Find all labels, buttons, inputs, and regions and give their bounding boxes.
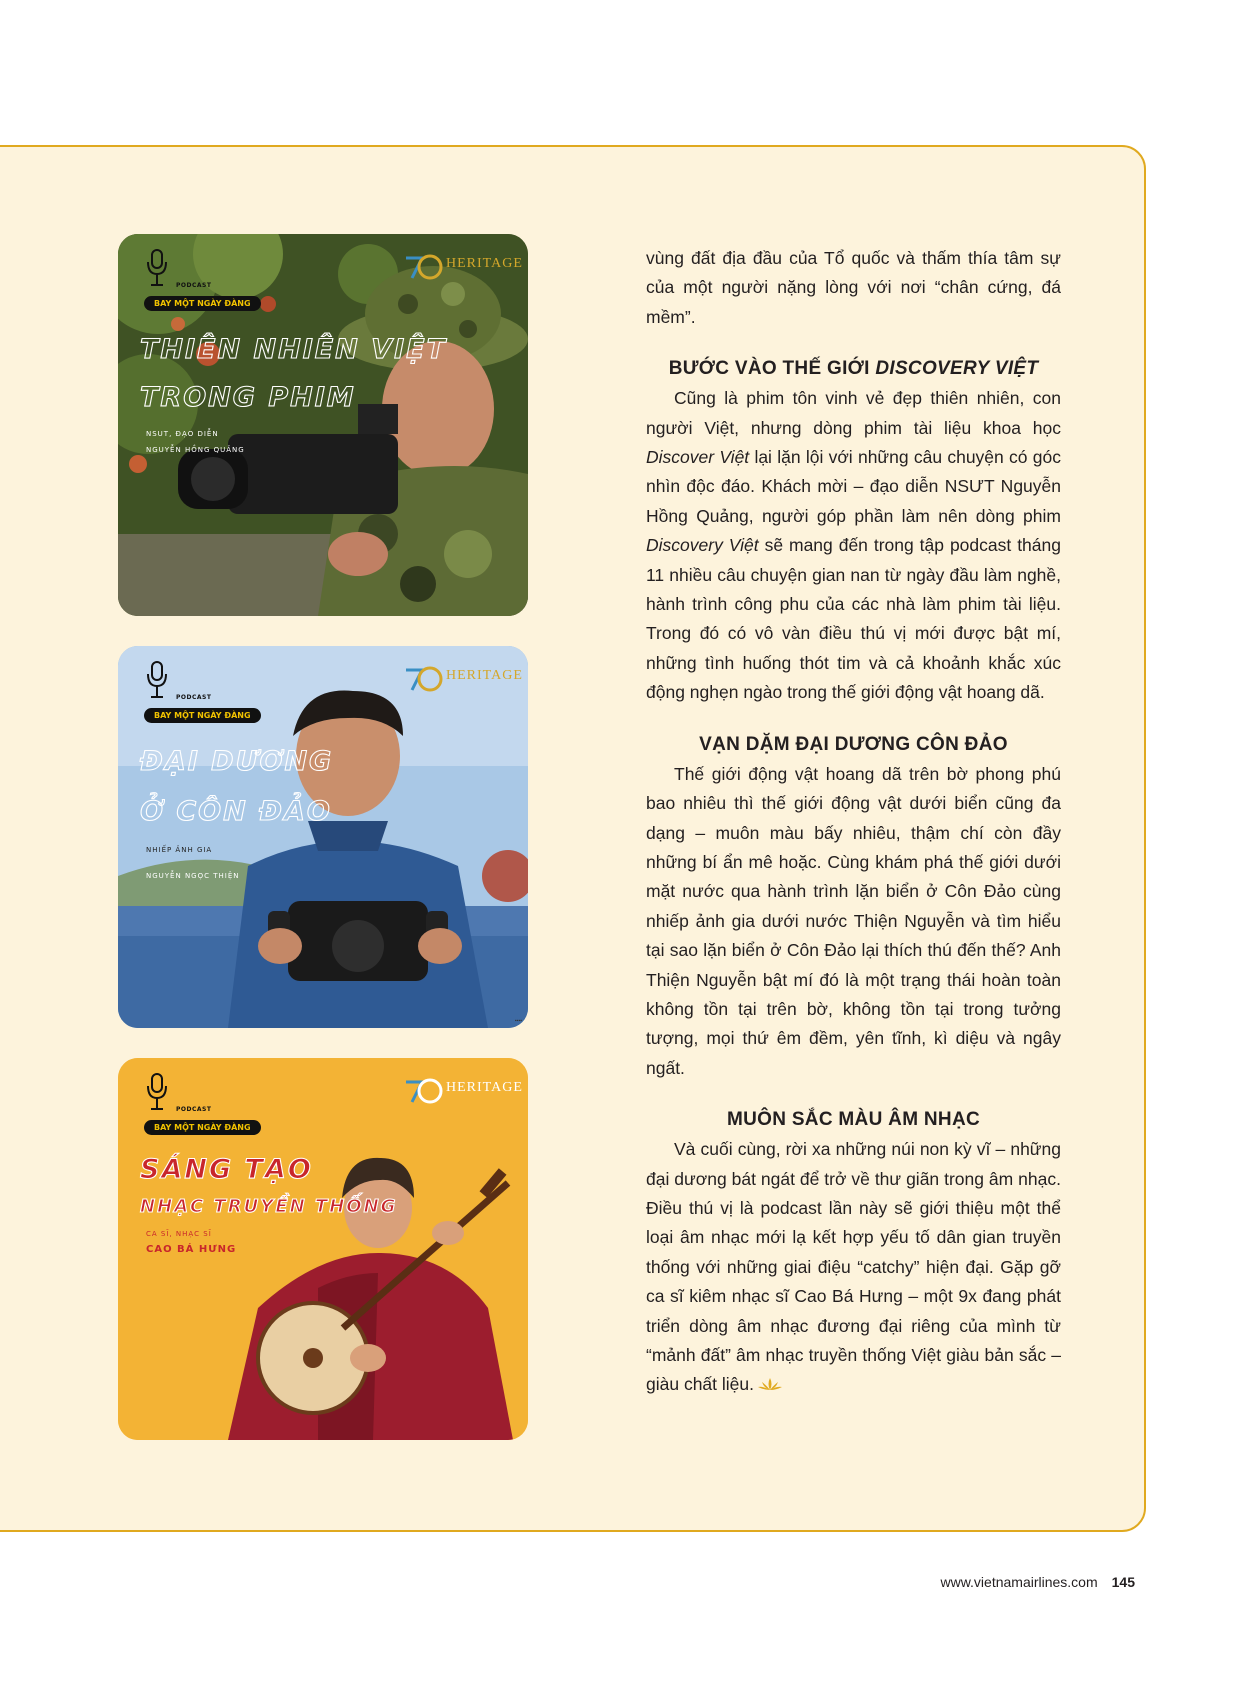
- photo-credit: ▪▪▪▪: [514, 1018, 522, 1024]
- show-name-pill: BAY MỘT NGÀY ĐÀNG: [144, 296, 261, 311]
- show-name-pill: BAY MỘT NGÀY ĐÀNG: [144, 1120, 261, 1135]
- episode-title-line2: NHẠC TRUYỀN THỐNG: [140, 1196, 398, 1217]
- microphone-icon: [146, 248, 168, 288]
- guest-role: CA SĨ, NHẠC SĨ: [146, 1230, 212, 1238]
- guest-name: NGUYỄN HỒNG QUẢNG: [146, 446, 245, 454]
- podcast-cover-nature-film: [118, 234, 528, 616]
- nature-film-photo: [118, 234, 528, 616]
- guest-role: NSUT, ĐẠO DIỄN: [146, 430, 219, 438]
- microphone-icon: [146, 1072, 168, 1112]
- lotus-end-mark-icon: [758, 1377, 782, 1391]
- heritage-logo: HERITAGE: [400, 664, 512, 694]
- guest-name: CAO BÁ HƯNG: [146, 1244, 237, 1255]
- section-heading-discovery: BƯỚC VÀO THẾ GIỚI DISCOVERY VIỆT: [668, 358, 1039, 380]
- episode-title-line2: Ở CÔN ĐẢO: [140, 796, 332, 827]
- article-body: [646, 244, 1061, 1400]
- show-name-pill: BAY MỘT NGÀY ĐÀNG: [144, 708, 261, 723]
- page-footer: [940, 1574, 1135, 1590]
- section-heading-discovery-italic: DISCOVERY VIỆT: [875, 358, 1039, 380]
- section-paragraph-music: Và cuối cùng, rời xa những núi non kỳ vĩ – những đại dương bát ngát để trở về thư giãn trong âm nhạc. Điều thú vị là podcast lần này sẽ giới thiệu một thể loại âm nhạc mới lạ kết hợp yếu tố dân gian truyền thống với những giai điệu “catchy” hiện đại. Gặp gỡ ca sĩ kiêm nhạc sĩ Cao Bá Hưng – một 9x đang phát triển dòng âm nhạc đương đại riêng của mình từ “mảnh đất” âm nhạc truyền thống Việt giàu bản sắc – giàu chất liệu.: [646, 1139, 1061, 1395]
- podcast-tag: PODCAST: [176, 282, 212, 289]
- section-heading-ocean: VẠN DẶM ĐẠI DƯƠNG CÔN ĐẢO: [699, 733, 1008, 755]
- section-paragraph-ocean: Thế giới động vật hoang dã trên bờ phong phú bao nhiêu thì thế giới động vật dưới biển cũng đa dạng – muôn màu bấy nhiêu, thậm chí còn đầy những bí ẩn mê hoặc. Cùng khám phá thế giới dưới mặt nước qua hành trình lặn biển ở Côn Đảo cùng nhiếp ảnh gia dưới nước Thiện Nguyễn và tìm hiểu tại sao lặn biển ở Côn Đảo lại thích thú đến thế? Anh Thiện Nguyễn bật mí đó là một trạng thái hoàn toàn không tồn tại trên bờ, không tồn tại trong tưởng tượng, mọi thứ êm đềm, yên tĩnh, kì diệu và ngây ngất.: [646, 763, 1061, 1078]
- heritage-30-logo-icon: [400, 664, 446, 694]
- heritage-30-logo-icon: [400, 1076, 446, 1106]
- heritage-logo: HERITAGE: [400, 1076, 512, 1106]
- ocean-photo: [118, 646, 528, 1028]
- episode-title-line1: THIÊN NHIÊN VIỆT: [140, 334, 447, 365]
- section-paragraph-discovery: Cũng là phim tôn vinh vẻ đẹp thiên nhiên, con người Việt, nhưng dòng phim tài liệu khoa học Discover Việt lại lặn lội với những câu chuyện có góc nhìn độc đáo. Khách mời – đạo diễn NSƯT Nguyễn Hồng Quảng, người góp phần làm nên dòng phim Discovery Việt sẽ mang đến trong tập podcast tháng 11 nhiều câu chuyện gian nan từ ngày đầu làm nghề, hành trình công phu của các nhà làm phim tài liệu. Trong đó có vô vàn điều thú vị mới được bật mí, những tình huống thót tim và cả khoảnh khắc xúc động nghẹn ngào trong thế giới động vật hoang dã.: [646, 388, 1061, 703]
- heritage-logo: HERITAGE: [400, 252, 512, 282]
- page-number: 145: [1111, 1574, 1135, 1590]
- footer-url[interactable]: www.vietnamairlines.com: [940, 1574, 1098, 1590]
- microphone-icon: [146, 660, 168, 700]
- podcast-tag: PODCAST: [176, 1106, 212, 1113]
- intro-paragraph: vùng đất địa đầu của Tổ quốc và thấm thía tâm sự của một người nặng lòng với nơi “chân cứng, đá mềm”.: [646, 248, 1061, 327]
- section-heading-music: MUÔN SẮC MÀU ÂM NHẠC: [727, 1109, 980, 1131]
- guest-name: NGUYỄN NGỌC THIỆN: [146, 872, 240, 880]
- episode-title-line1: ĐẠI DƯƠNG: [140, 746, 334, 777]
- episode-title-line1: SÁNG TẠO: [140, 1154, 313, 1185]
- guest-role: NHIẾP ẢNH GIA: [146, 846, 213, 854]
- podcast-tag: PODCAST: [176, 694, 212, 701]
- podcast-cover-music: [118, 1058, 528, 1440]
- podcast-cover-ocean: [118, 646, 528, 1028]
- heritage-30-logo-icon: [400, 252, 446, 282]
- episode-title-line2: TRONG PHIM: [140, 382, 356, 413]
